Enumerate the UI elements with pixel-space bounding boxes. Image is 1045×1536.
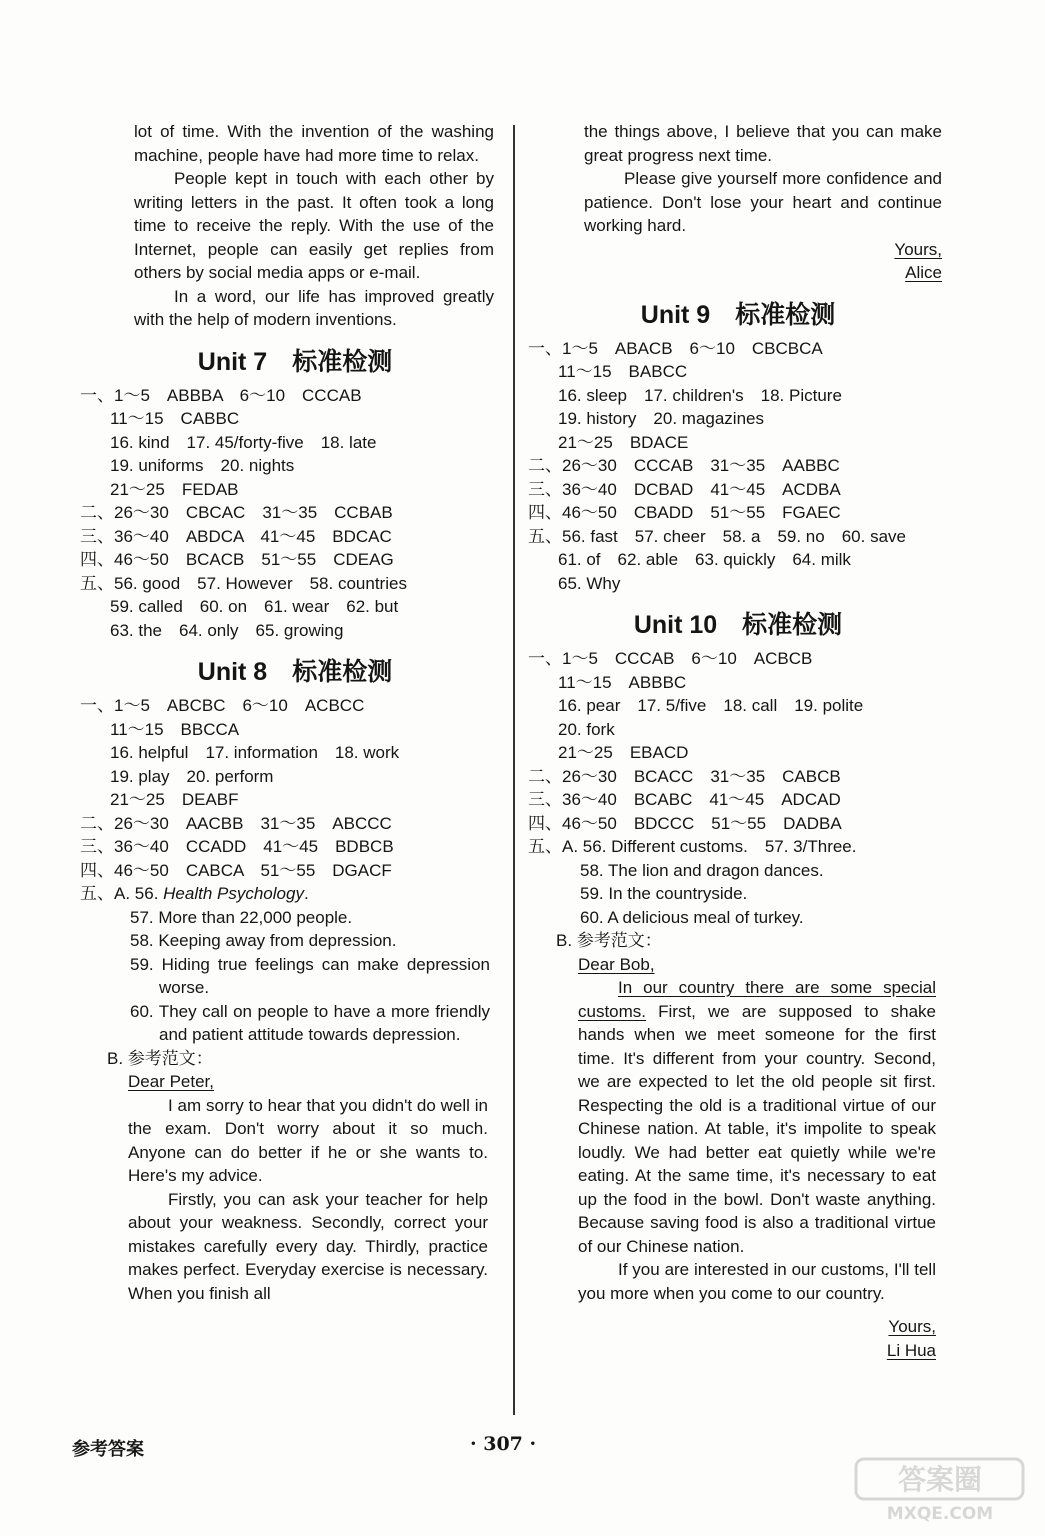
answer-line: 二、26～30 CCCAB 31～35 AABBC [528,456,840,475]
answer-line: 19. uniforms 20. nights [110,456,295,475]
answer-line: 一、1～5 ABCBC 6～10 ACBCC [80,696,365,715]
answer-line: 16. pear 17. 5/five 18. call 19. polite [558,696,864,715]
column-divider [513,125,515,1415]
answer-line: 11～15 BBCCA [110,719,240,739]
answer-line: 五、A. 56. Health Psychology. [80,884,309,903]
unit7-heading: Unit 7 标准检测 [197,347,393,376]
answer-line: 58. Keeping away from depression. [130,931,397,950]
answer-line: 三、36～40 ABDCA 41～45 BDCAC [80,526,392,546]
answer-line: 59. called 60. on 61. wear 62. but [110,597,399,616]
answer-title: Health Psychology [163,884,304,903]
right-column [528,120,948,1362]
letter-paragraph: If you are interested in our customs, I'll tell you more when you come to our country. [578,1260,936,1303]
answer-line: 16. sleep 17. children's 18. Picture [558,385,842,405]
essay-paragraph: In a word, our life has improved greatly with the help of modern inventions. [134,286,494,329]
answer-line: 16. helpful 17. information 18. work [110,743,400,762]
letter-signature: Alice [905,263,942,282]
answer-line: 11～15 BABCC [558,362,688,381]
answer-line: 四、46～50 CABCA 51～55 DGACF [80,860,392,880]
answer-line: 一、1～5 ABBBA 6～10 CCCAB [80,385,362,405]
essay-paragraph: People kept in touch with each other by writing letters in the past. It often took a long time to receive the reply. With the use of the Internet, people can easily get replies from others by social media apps or e-mail. [134,169,494,282]
answer-line: 三、36～40 CCADD 41～45 BDBCB [80,837,394,856]
letter-paragraph: Please give yourself more confidence and patience. Don't lose your heart and continue working hard. [584,169,942,235]
watermark-text: 答案圈 [897,1463,983,1496]
answer-line: 五、56. good 57. However 58. countries [80,573,407,593]
answer-line: 59. Hiding true feelings can make depression worse. [130,954,490,997]
sample-label: B. 参考范文： [107,1048,213,1068]
letter-salutation: Dear Peter, [128,1072,214,1091]
answer-prefix: 五、A. 56. [80,884,164,903]
answer-line: 19. history 20. magazines [558,409,764,428]
watermark-logo [852,1455,1027,1525]
answer-line: 四、46～50 BDCCC 51～55 DADBA [528,813,842,833]
left-column [80,120,510,1305]
unit9-heading: Unit 9 标准检测 [640,300,836,329]
unit10-heading: Unit 10 标准检测 [633,611,843,639]
letter-paragraph: Firstly, you can ask your teacher for help about your weakness. Secondly, correct your mistakes carefully every day. Thirdly, practice makes perfect. Everyday exercise is necessary. When you finish all [128,1189,488,1303]
unit8-answers [80,694,510,1305]
letter-paragraph: the things above, I believe that you can make great progress next time. [584,122,942,165]
answer-line: 65. Why [558,573,621,593]
answer-line: 59. In the countryside. [580,884,748,903]
sample-label: B. 参考范文： [556,931,662,950]
answer-line: 21～25 FEDAB [110,479,239,499]
answer-line: 四、46～50 CBADD 51～55 FGAEC [528,503,841,522]
answer-line: 58. The lion and dragon dances. [580,860,824,880]
answer-line: 60. They call on people to have a more friendly and patient attitude towards depression. [130,1001,490,1044]
section-label: 参考答案 [72,1439,144,1460]
answer-line: 一、1～5 CCCAB 6～10 ACBCB [528,649,813,668]
answer-line: 21～25 EBACD [558,743,689,762]
answer-line: 五、56. fast 57. cheer 58. a 59. no 60. save [528,526,906,546]
unit7-answers [80,384,510,643]
answer-line: 四、46～50 BCACB 51～55 CDEAG [80,550,394,569]
answer-line: 16. kind 17. 45/forty-five 18. late [110,432,377,452]
essay-paragraph: lot of time. With the invention of the washing machine, people have had more time to relax. [134,122,494,165]
letter-topic-sentence: In our country there are some special customs. [578,978,936,1021]
answer-line: 11～15 CABBC [110,409,240,428]
page-number: · 307 · [470,1433,537,1455]
letter-closing: Yours, [888,1317,936,1336]
answer-line: 一、1～5 ABACB 6～10 CBCBCA [528,338,823,358]
answer-line: 19. play 20. perform [110,766,274,786]
answer-line: 二、26～30 BCACC 31～35 CABCB [528,766,841,786]
answer-line: 61. of 62. able 63. quickly 64. milk [558,550,851,569]
answer-line: 20. fork [558,719,615,739]
watermark-url: MXQE.COM [886,1504,994,1524]
answer-line: 63. the 64. only 65. growing [110,620,344,640]
unit9-answers [528,337,948,596]
letter-paragraph: I am sorry to hear that you didn't do well in the exam. Don't worry about it so much. Anyone can do better if he or she wants to. Here's my advice. [128,1095,488,1185]
answer-line: 二、26～30 CBCAC 31～35 CCBAB [80,503,393,522]
answer-line: 57. More than 22,000 people. [130,907,353,927]
answer-line: 三、36～40 BCABC 41～45 ADCAD [528,790,841,809]
letter-closing: Yours, [894,239,942,259]
answer-line: 21～25 DEABF [110,790,239,809]
answer-line: 三、36～40 DCBAD 41～45 ACDBA [528,479,841,499]
answer-line: 11～15 ABBBC [558,672,687,692]
letter-salutation: Dear Bob, [578,954,655,974]
unit10-answers [528,647,948,1362]
answer-line: 60. A delicious meal of turkey. [580,907,804,927]
answer-line: 二、26～30 AACBB 31～35 ABCCC [80,813,392,833]
letter-signature: Li Hua [886,1340,936,1360]
letter-body: First, we are supposed to shake hands when we meet someone for the first time. It's different from your country. Second, we are expected to let the old people sit first. Respecting the old is a traditional virtue of our Chinese nation. At table, it's impolite to speak loudly. We had better eat quietly while we're eating. At the same time, it's necessary to eat up the food in the bowl. Don't waste anything. Because saving food is also a traditional virtue of our Chinese nation. [578,1001,936,1256]
answer-line: 21～25 BDACE [558,432,689,452]
letter-paragraph [578,976,936,1258]
unit8-heading: Unit 8 标准检测 [197,658,393,686]
answer-line: 五、A. 56. Different customs. 57. 3/Three. [528,837,857,856]
